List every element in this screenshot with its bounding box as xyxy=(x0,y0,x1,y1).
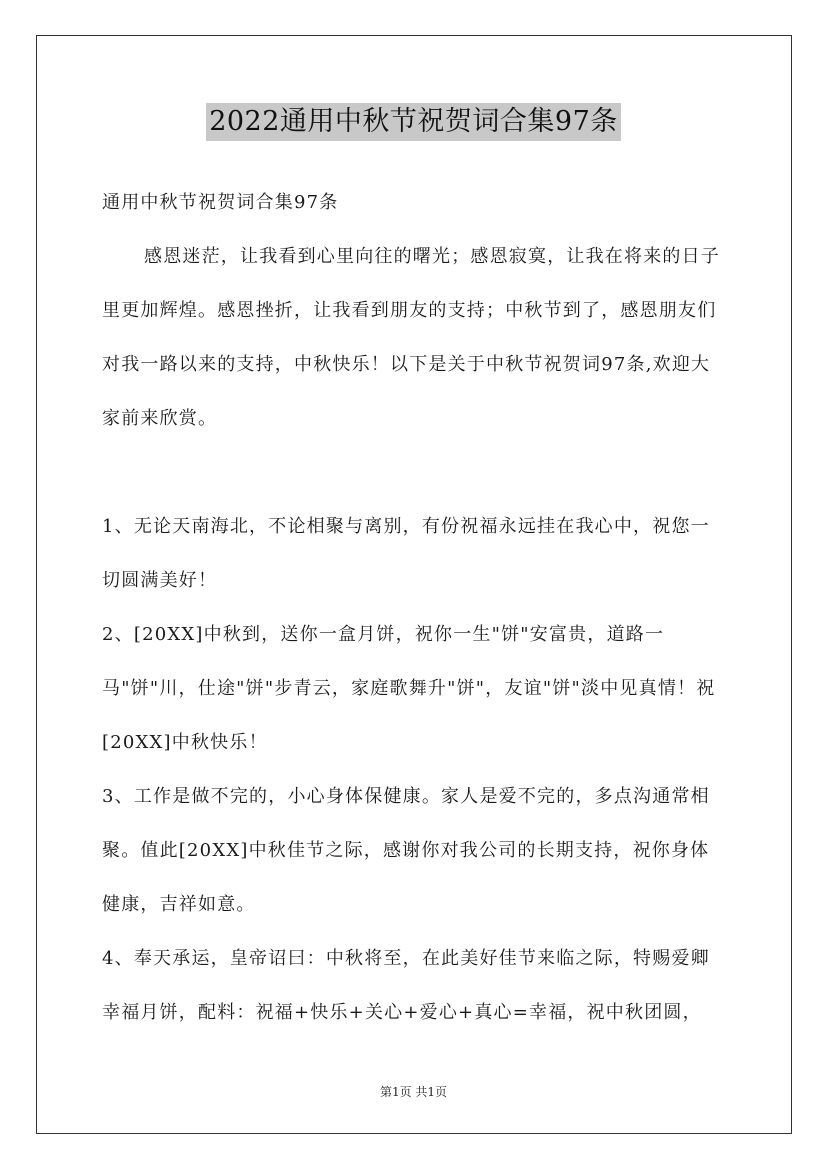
list-item: 1、无论天南海北，不论相聚与离别，有份祝福永远挂在我心中，祝您一切圆满美好！ xyxy=(102,516,710,591)
list-item: 4、奉天承运，皇帝诏曰：中秋将至，在此美好佳节来临之际，特赐爱卿幸福月饼，配料：祝福+快乐+关心+爱心+真心=幸福，祝中秋团圆， xyxy=(102,948,710,1023)
list-item: 3、工作是做不完的，小心身体保健康。家人是爱不完的，多点沟通常相聚。值此[20XX]中秋佳节之际，感谢你对我公司的长期支持，祝你身体健康，吉祥如意。 xyxy=(102,786,710,915)
list-item: 2、[20XX]中秋到，送你一盒月饼，祝你一生"饼"安富贵，道路一马"饼"川，仕途"饼"步青云，家庭歌舞升"饼"，友谊"饼"淡中见真情！祝[20XX]中秋快乐！ xyxy=(102,624,716,753)
document-body xyxy=(102,176,728,1040)
paragraph-spacer xyxy=(102,446,728,500)
page-footer: 第1页 共1页 xyxy=(379,1085,448,1099)
title-container xyxy=(0,103,827,141)
intro-paragraph: 感恩迷茫，让我看到心里向往的曙光；感恩寂寞，让我在将来的日子里更加辉煌。感恩挫折，让我看到朋友的支持；中秋节到了，感恩朋友们对我一路以来的支持，中秋快乐！以下是关于中秋节祝贺词97条,欢迎大家前来欣赏。 xyxy=(102,246,720,429)
document-title: 2022通用中秋节祝贺词合集97条 xyxy=(206,103,621,141)
document-subtitle: 通用中秋节祝贺词合集97条 xyxy=(102,192,339,213)
